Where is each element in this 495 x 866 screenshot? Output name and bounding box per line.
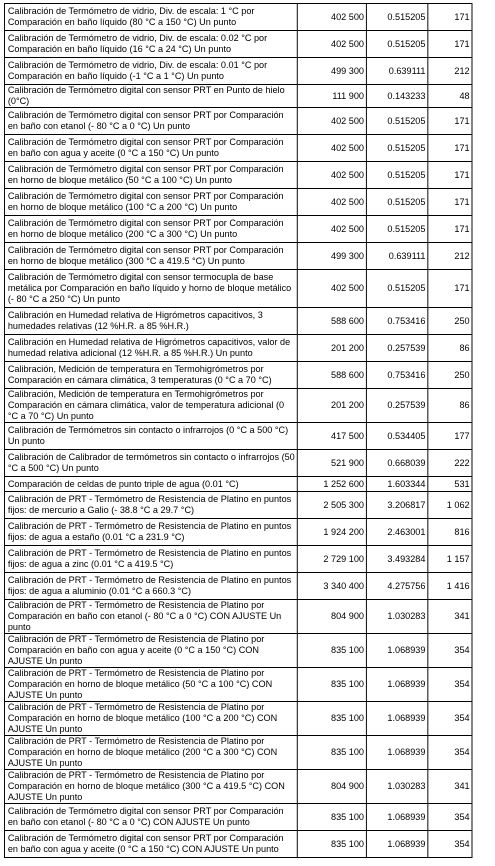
unit-value-cell: 171 bbox=[428, 162, 472, 189]
service-description-cell: Calibración, Medición de temperatura en Termohigrómetros por Comparación en cámara climática, valor de temperatura adicional (0 °C a 70 °C) Un punto bbox=[4, 389, 297, 423]
service-description-cell: Calibración de Termómetro digital con sensor PRT por Comparación en baño con agua y aceite (0 °C a 150 °C) CON AJUSTE Un punto bbox=[4, 831, 297, 858]
unit-value-cell: 171 bbox=[428, 108, 472, 135]
table-row bbox=[4, 4, 472, 31]
factor-value-cell: 1.068939 bbox=[366, 804, 427, 831]
table-row bbox=[4, 668, 472, 702]
service-description-cell: Calibración de Termómetro digital con sensor PRT por Comparación en horno de bloque metálico (100 °C a 200 °C) Un punto bbox=[4, 189, 297, 216]
service-description-cell: Calibración de Termómetro de vidrio, Div. de escala: 1 °C por Comparación en baño líquido (80 °C a 150 °C) Un punto bbox=[4, 4, 297, 31]
service-description-cell: Calibración de Termómetro digital con sensor PRT por Comparación en horno de bloque metálico (50 °C a 100 °C) Un punto bbox=[4, 162, 297, 189]
unit-value-cell: 1 416 bbox=[428, 573, 472, 600]
table-row bbox=[4, 450, 472, 477]
table-row bbox=[4, 189, 472, 216]
factor-value-cell: 0.515205 bbox=[366, 216, 427, 243]
factor-value-cell: 1.030283 bbox=[366, 770, 427, 804]
table-row bbox=[4, 477, 472, 492]
price-value-cell: 1 924 200 bbox=[297, 519, 366, 546]
table-row bbox=[4, 58, 472, 85]
service-description-cell: Calibración de PRT - Termómetro de Resistencia de Platino por Comparación en horno de bloque metálico (50 °C a 100 °C) CON AJUSTE Un punto bbox=[4, 668, 297, 702]
price-value-cell: 2 505 300 bbox=[297, 492, 366, 519]
unit-value-cell: 354 bbox=[428, 831, 472, 858]
service-description-cell: Calibración, Medición de temperatura en Termohigrómetros por Comparación en cámara climática, 3 temperaturas (0 °C a 70 °C) bbox=[4, 362, 297, 389]
table-row bbox=[4, 335, 472, 362]
service-description-cell: Calibración de PRT - Termómetro de Resistencia de Platino por Comparación en horno de bloque metálico (200 °C a 300 °C) CON AJUSTE Un punto bbox=[4, 736, 297, 770]
table-row bbox=[4, 736, 472, 770]
table-row bbox=[4, 243, 472, 270]
table-row bbox=[4, 573, 472, 600]
unit-value-cell: 354 bbox=[428, 804, 472, 831]
service-description-cell: Calibración de PRT - Termómetro de Resistencia de Platino en puntos fijos: de agua a estaño (0.01 °C a 231.9 °C) bbox=[4, 519, 297, 546]
table-row bbox=[4, 270, 472, 308]
factor-value-cell: 1.068939 bbox=[366, 736, 427, 770]
unit-value-cell: 171 bbox=[428, 270, 472, 308]
table-row bbox=[4, 492, 472, 519]
table-row bbox=[4, 546, 472, 573]
price-value-cell: 201 200 bbox=[297, 335, 366, 362]
unit-value-cell: 250 bbox=[428, 308, 472, 335]
price-value-cell: 499 300 bbox=[297, 58, 366, 85]
factor-value-cell: 1.030283 bbox=[366, 600, 427, 634]
table-row bbox=[4, 162, 472, 189]
factor-value-cell: 0.515205 bbox=[366, 108, 427, 135]
service-description-cell: Calibración en Humedad relativa de Higrómetros capacitivos, valor de humedad relativa adicional (12 %H.R. a 85 %H.R.) Un punto bbox=[4, 335, 297, 362]
service-description-cell: Calibración de Calibrador de termómetros sin contacto o infrarrojos (50 °C a 500 °C) Un punto bbox=[4, 450, 297, 477]
unit-value-cell: 212 bbox=[428, 58, 472, 85]
factor-value-cell: 0.515205 bbox=[366, 135, 427, 162]
price-value-cell: 521 900 bbox=[297, 450, 366, 477]
table-row bbox=[4, 362, 472, 389]
price-value-cell: 3 340 400 bbox=[297, 573, 366, 600]
unit-value-cell: 354 bbox=[428, 736, 472, 770]
factor-value-cell: 0.257539 bbox=[366, 335, 427, 362]
factor-value-cell: 0.668039 bbox=[366, 450, 427, 477]
unit-value-cell: 222 bbox=[428, 450, 472, 477]
table-row bbox=[4, 308, 472, 335]
price-value-cell: 417 500 bbox=[297, 423, 366, 450]
price-value-cell: 1 252 600 bbox=[297, 477, 366, 492]
table-row bbox=[4, 135, 472, 162]
factor-value-cell: 0.639111 bbox=[366, 243, 427, 270]
price-value-cell: 111 900 bbox=[297, 85, 366, 108]
unit-value-cell: 1 157 bbox=[428, 546, 472, 573]
service-description-cell: Calibración en Humedad relativa de Higrómetros capacitivos, 3 humedades relativas (12 %H.R. a 85 %H.R.) bbox=[4, 308, 297, 335]
unit-value-cell: 48 bbox=[428, 85, 472, 108]
table-row bbox=[4, 600, 472, 634]
price-value-cell: 402 500 bbox=[297, 216, 366, 243]
service-description-cell: Calibración de Termómetro digital con sensor PRT por Comparación en horno de bloque metálico (300 °C a 419.5 °C) Un punto bbox=[4, 243, 297, 270]
factor-value-cell: 1.068939 bbox=[366, 634, 427, 668]
service-description-cell: Calibración de Termómetro digital con sensor PRT por Comparación en baño con agua y aceite (0 °C a 150 °C) Un punto bbox=[4, 135, 297, 162]
table-row bbox=[4, 389, 472, 423]
factor-value-cell: 2.463001 bbox=[366, 519, 427, 546]
table-row bbox=[4, 770, 472, 804]
factor-value-cell: 3.206817 bbox=[366, 492, 427, 519]
price-value-cell: 402 500 bbox=[297, 31, 366, 58]
price-value-cell: 402 500 bbox=[297, 135, 366, 162]
unit-value-cell: 1 062 bbox=[428, 492, 472, 519]
service-description-cell: Calibración de PRT - Termómetro de Resistencia de Platino en puntos fijos: de mercurio a Galio (- 38.8 °C a 29.7 °C) bbox=[4, 492, 297, 519]
table-row bbox=[4, 831, 472, 858]
table-row bbox=[4, 216, 472, 243]
factor-value-cell: 0.753416 bbox=[366, 308, 427, 335]
price-value-cell: 402 500 bbox=[297, 189, 366, 216]
price-value-cell: 588 600 bbox=[297, 362, 366, 389]
price-value-cell: 835 100 bbox=[297, 736, 366, 770]
price-value-cell: 835 100 bbox=[297, 702, 366, 736]
table-row bbox=[4, 634, 472, 668]
service-description-cell: Calibración de PRT - Termómetro de Resistencia de Platino por Comparación en baño con etanol (- 80 °C a 0 °C) CON AJUSTE Un punto bbox=[4, 600, 297, 634]
price-table bbox=[4, 3, 472, 858]
unit-value-cell: 86 bbox=[428, 389, 472, 423]
price-value-cell: 835 100 bbox=[297, 634, 366, 668]
price-value-cell: 835 100 bbox=[297, 804, 366, 831]
price-value-cell: 835 100 bbox=[297, 831, 366, 858]
unit-value-cell: 354 bbox=[428, 634, 472, 668]
table-row bbox=[4, 31, 472, 58]
table-row bbox=[4, 804, 472, 831]
factor-value-cell: 1.068939 bbox=[366, 702, 427, 736]
unit-value-cell: 250 bbox=[428, 362, 472, 389]
service-description-cell: Calibración de Termómetro digital con sensor PRT en Punto de hielo (0°C) bbox=[4, 85, 297, 108]
price-value-cell: 402 500 bbox=[297, 162, 366, 189]
service-description-cell: Calibración de Termómetro digital con sensor PRT por Comparación en baño con etanol (- 80 °C a 0 °C) CON AJUSTE Un punto bbox=[4, 804, 297, 831]
unit-value-cell: 354 bbox=[428, 668, 472, 702]
unit-value-cell: 86 bbox=[428, 335, 472, 362]
price-value-cell: 402 500 bbox=[297, 4, 366, 31]
table-row bbox=[4, 423, 472, 450]
price-value-cell: 402 500 bbox=[297, 270, 366, 308]
unit-value-cell: 171 bbox=[428, 216, 472, 243]
unit-value-cell: 341 bbox=[428, 770, 472, 804]
factor-value-cell: 1.603344 bbox=[366, 477, 427, 492]
price-value-cell: 402 500 bbox=[297, 108, 366, 135]
factor-value-cell: 3.493284 bbox=[366, 546, 427, 573]
factor-value-cell: 0.515205 bbox=[366, 4, 427, 31]
unit-value-cell: 816 bbox=[428, 519, 472, 546]
factor-value-cell: 0.753416 bbox=[366, 362, 427, 389]
factor-value-cell: 1.068939 bbox=[366, 831, 427, 858]
factor-value-cell: 0.143233 bbox=[366, 85, 427, 108]
factor-value-cell: 0.515205 bbox=[366, 189, 427, 216]
factor-value-cell: 0.515205 bbox=[366, 162, 427, 189]
service-description-cell: Calibración de PRT - Termómetro de Resistencia de Platino por Comparación en horno de bloque metálico (100 °C a 200 °C) CON AJUSTE Un punto bbox=[4, 702, 297, 736]
service-description-cell: Calibración de Termómetro de vidrio, Div. de escala: 0.01 °C por Comparación en baño líquido (-1 °C a 1 °C) Un punto bbox=[4, 58, 297, 85]
table-row bbox=[4, 519, 472, 546]
price-value-cell: 804 900 bbox=[297, 600, 366, 634]
service-description-cell: Calibración de Termómetros sin contacto o infrarrojos (0 °C a 500 °C) Un punto bbox=[4, 423, 297, 450]
service-description-cell: Comparación de celdas de punto triple de agua (0.01 °C) bbox=[4, 477, 297, 492]
factor-value-cell: 0.534405 bbox=[366, 423, 427, 450]
service-description-cell: Calibración de Termómetro digital con sensor termocupla de base metálica por Comparación en baño líquido y horno de bloque metálico (- 80 °C a 250 °C) Un punto bbox=[4, 270, 297, 308]
unit-value-cell: 354 bbox=[428, 702, 472, 736]
factor-value-cell: 0.639111 bbox=[366, 58, 427, 85]
table-row bbox=[4, 702, 472, 736]
price-value-cell: 835 100 bbox=[297, 668, 366, 702]
unit-value-cell: 171 bbox=[428, 31, 472, 58]
unit-value-cell: 171 bbox=[428, 135, 472, 162]
unit-value-cell: 341 bbox=[428, 600, 472, 634]
price-value-cell: 804 900 bbox=[297, 770, 366, 804]
service-description-cell: Calibración de PRT - Termómetro de Resistencia de Platino por Comparación en baño con agua y aceite (0 °C a 150 °C) CON AJUSTE Un punto bbox=[4, 634, 297, 668]
factor-value-cell: 0.515205 bbox=[366, 270, 427, 308]
price-value-cell: 2 729 100 bbox=[297, 546, 366, 573]
unit-value-cell: 171 bbox=[428, 4, 472, 31]
table-row bbox=[4, 108, 472, 135]
unit-value-cell: 212 bbox=[428, 243, 472, 270]
unit-value-cell: 171 bbox=[428, 189, 472, 216]
price-value-cell: 499 300 bbox=[297, 243, 366, 270]
price-value-cell: 201 200 bbox=[297, 389, 366, 423]
service-description-cell: Calibración de PRT - Termómetro de Resistencia de Platino por Comparación en horno de bloque metálico (300 °C a 419.5 °C) CON AJUSTE Un punto bbox=[4, 770, 297, 804]
service-description-cell: Calibración de Termómetro digital con sensor PRT por Comparación en baño con etanol (- 80 °C a 0 °C) Un punto bbox=[4, 108, 297, 135]
unit-value-cell: 177 bbox=[428, 423, 472, 450]
factor-value-cell: 0.257539 bbox=[366, 389, 427, 423]
service-description-cell: Calibración de Termómetro digital con sensor PRT por Comparación en horno de bloque metálico (200 °C a 300 °C) Un punto bbox=[4, 216, 297, 243]
unit-value-cell: 531 bbox=[428, 477, 472, 492]
factor-value-cell: 1.068939 bbox=[366, 668, 427, 702]
price-table-body bbox=[4, 4, 472, 858]
factor-value-cell: 4.275756 bbox=[366, 573, 427, 600]
service-description-cell: Calibración de Termómetro de vidrio, Div. de escala: 0.02 °C por Comparación en baño líquido (16 °C a 24 °C) Un punto bbox=[4, 31, 297, 58]
price-value-cell: 588 600 bbox=[297, 308, 366, 335]
service-description-cell: Calibración de PRT - Termómetro de Resistencia de Platino en puntos fijos: de agua a aluminio (0.01 °C a 660.3 °C) bbox=[4, 573, 297, 600]
table-row bbox=[4, 85, 472, 108]
service-description-cell: Calibración de PRT - Termómetro de Resistencia de Platino en puntos fijos: de agua a zinc (0.01 °C a 419.5 °C) bbox=[4, 546, 297, 573]
factor-value-cell: 0.515205 bbox=[366, 31, 427, 58]
